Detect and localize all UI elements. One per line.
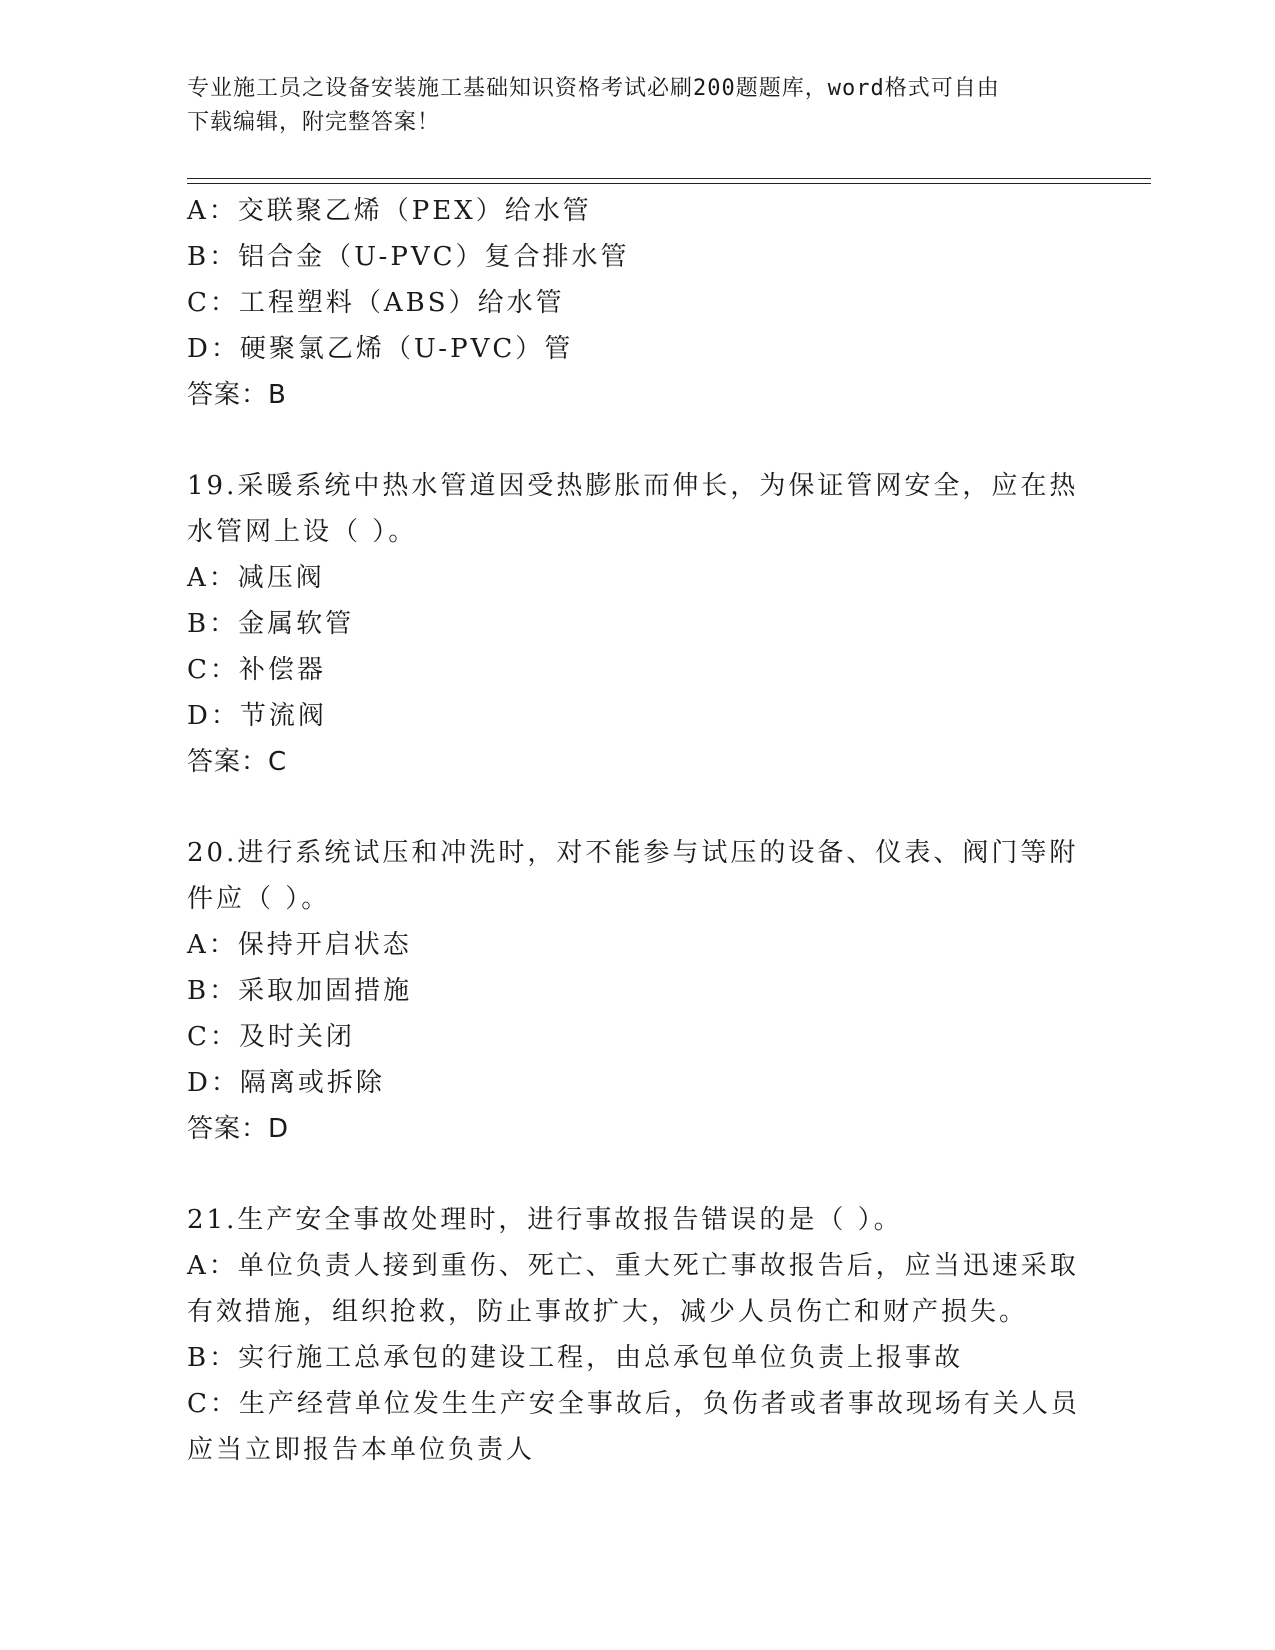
option-c: C：工程塑料（ABS）给水管 bbox=[187, 288, 565, 318]
question-list bbox=[187, 188, 1087, 1473]
question-21 bbox=[187, 1197, 1087, 1473]
question-20 bbox=[187, 830, 1087, 1152]
option-d: D：硬聚氯乙烯（U-PVC）管 bbox=[187, 334, 574, 364]
header-line-1: 专业施工员之设备安装施工基础知识资格考试必刷200题题库，word格式可自由 bbox=[187, 76, 1000, 101]
option-d: D：节流阀 bbox=[187, 701, 327, 731]
option-a: A：减压阀 bbox=[187, 563, 325, 593]
question-stem: 19.采暖系统中热水管道因受热膨胀而伸长，为保证管网安全，应在热 bbox=[187, 471, 1079, 501]
question-19 bbox=[187, 463, 1087, 785]
option-c: C：生产经营单位发生生产安全事故后，负伤者或者事故现场有关人员 bbox=[187, 1389, 1080, 1419]
option-b: B：实行施工总承包的建设工程，由总承包单位负责上报事故 bbox=[187, 1343, 964, 1373]
option-c: C：补偿器 bbox=[187, 655, 326, 685]
option-c-cont: 应当立即报告本单位负责人 bbox=[187, 1435, 536, 1465]
question-stem: 21.生产安全事故处理时，进行事故报告错误的是（ ）。 bbox=[187, 1205, 903, 1235]
header-divider bbox=[187, 178, 1151, 184]
question-18 bbox=[187, 188, 1087, 418]
answer: 答案：B bbox=[187, 380, 287, 410]
question-stem: 20.进行系统试压和冲洗时，对不能参与试压的设备、仪表、阀门等附 bbox=[187, 838, 1079, 868]
question-stem-cont: 件应（ ）。 bbox=[187, 884, 331, 914]
option-c: C：及时关闭 bbox=[187, 1022, 355, 1052]
header-line-2: 下载编辑，附完整答案！ bbox=[187, 110, 441, 135]
option-b: B：金属软管 bbox=[187, 609, 355, 639]
option-a: A：交联聚乙烯（PEX）给水管 bbox=[187, 196, 592, 226]
option-a-cont: 有效措施，组织抢救，防止事故扩大，减少人员伤亡和财产损失。 bbox=[187, 1297, 1029, 1327]
answer: 答案：C bbox=[187, 747, 288, 777]
document-header bbox=[187, 72, 1067, 140]
question-stem-cont: 水管网上设（ ）。 bbox=[187, 517, 418, 547]
option-b: B：采取加固措施 bbox=[187, 976, 413, 1006]
option-b: B：铝合金（U-PVC）复合排水管 bbox=[187, 242, 630, 272]
option-a: A：单位负责人接到重伤、死亡、重大死亡事故报告后，应当迅速采取 bbox=[187, 1251, 1079, 1281]
answer: 答案：D bbox=[187, 1114, 290, 1144]
option-d: D：隔离或拆除 bbox=[187, 1068, 385, 1098]
option-a: A：保持开启状态 bbox=[187, 930, 412, 960]
